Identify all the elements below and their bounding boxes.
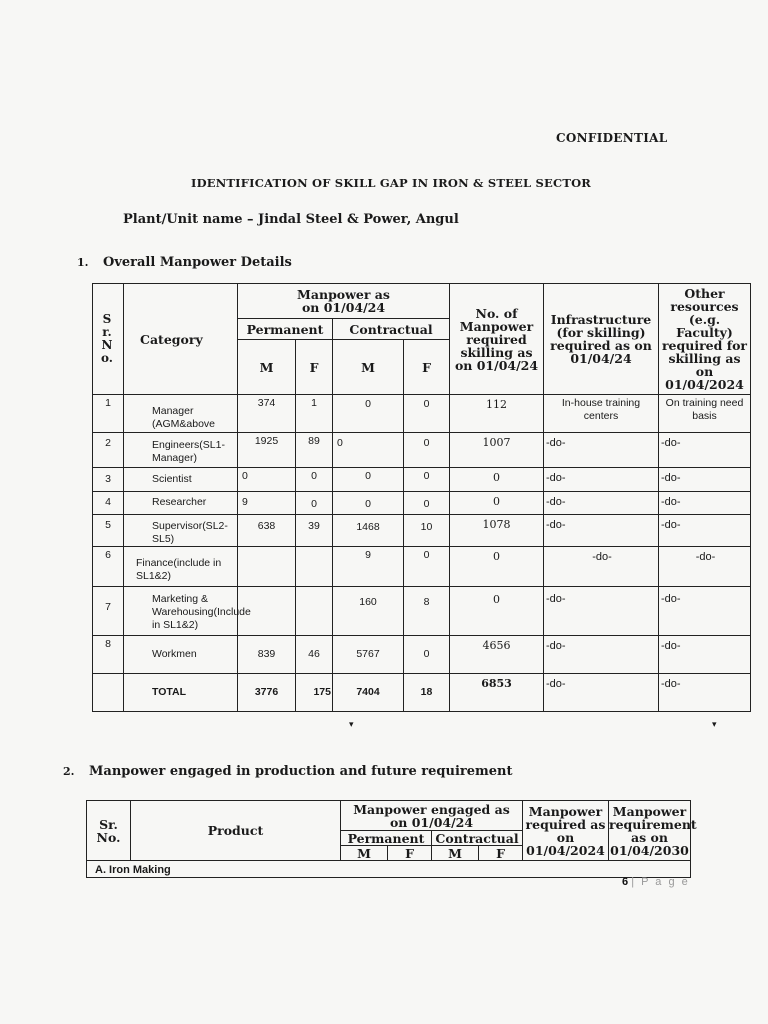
total-cont-f: 18 [404, 674, 450, 712]
row-perm-m [238, 547, 296, 587]
header-perm-f: F [296, 340, 333, 395]
row-cont-m: 0 [333, 468, 404, 492]
section-1-number: 1. [77, 256, 89, 269]
row-infra: -do- [544, 433, 659, 468]
header-sr-no: Sr. No. [87, 801, 131, 861]
row-perm-f: 89 [296, 433, 333, 468]
row-other: -do- [659, 515, 751, 547]
row-other: On training need basis [659, 395, 751, 433]
row-infra: -do- [544, 468, 659, 492]
section-1-title: Overall Manpower Details [103, 255, 292, 270]
scan-mark: ▾ [349, 720, 354, 730]
header-other-resources: Other resources (e.g. Faculty) required for skilling as on 01/04/2024 [659, 284, 751, 395]
header-cont-f-2: F [479, 846, 523, 861]
row-required: 1078 [450, 515, 544, 547]
row-sr: 3 [93, 468, 124, 492]
row-sr: 5 [93, 515, 124, 547]
row-cont-f: 8 [404, 587, 450, 636]
total-sr [93, 674, 124, 712]
row-required: 0 [450, 547, 544, 587]
total-required: 6853 [450, 674, 544, 712]
page-footer [622, 876, 690, 888]
header-permanent-2: Permanent [341, 831, 432, 846]
row-cont-f: 0 [404, 433, 450, 468]
row-perm-f: 1 [296, 395, 333, 433]
row-required: 4656 [450, 636, 544, 674]
section-2-number: 2. [63, 765, 75, 778]
row-required: 1007 [450, 433, 544, 468]
row-infra: -do- [544, 492, 659, 515]
header-infrastructure: Infrastructure (for skilling) required as on 01/04/24 [544, 284, 659, 395]
header-required: No. of Manpower required skilling as on 01/04/24 [450, 284, 544, 395]
header-req-2024: Manpower required as on 01/04/2024 [523, 801, 609, 861]
header-perm-f-2: F [388, 846, 432, 861]
row-category: Scientist [124, 468, 238, 492]
confidential-label: CONFIDENTIAL [556, 131, 668, 145]
header-engaged: Manpower engaged as on 01/04/24 [341, 801, 523, 831]
row-perm-f: 0 [296, 468, 333, 492]
row-sr: 2 [93, 433, 124, 468]
row-required: 0 [450, 468, 544, 492]
production-manpower-table [86, 800, 697, 878]
table-row [93, 395, 751, 433]
row-perm-f: 39 [296, 515, 333, 547]
row-other: -do- [659, 547, 751, 587]
table-row [93, 433, 751, 468]
section-2-heading [63, 764, 513, 779]
header-perm-m: M [238, 340, 296, 395]
table-row [93, 587, 751, 636]
row-perm-f: 0 [296, 492, 333, 515]
table-row [93, 636, 751, 674]
row-other: -do- [659, 636, 751, 674]
row-other: -do- [659, 468, 751, 492]
row-infra: -do- [544, 515, 659, 547]
header-product: Product [131, 801, 341, 861]
row-other: -do- [659, 587, 751, 636]
row-sr: 6 [93, 547, 124, 587]
row-perm-m: 374 [238, 395, 296, 433]
row-cont-m: 1468 [333, 515, 404, 547]
row-category: Engineers(SL1-Manager) [124, 433, 238, 468]
overall-manpower-table [92, 283, 751, 712]
table-row [93, 468, 751, 492]
row-sr: 4 [93, 492, 124, 515]
row-cont-m: 0 [333, 395, 404, 433]
row-infra: -do- [544, 636, 659, 674]
scan-mark: ▾ [712, 720, 717, 730]
row-cont-f: 0 [404, 468, 450, 492]
row-other: -do- [659, 492, 751, 515]
total-infra: -do- [544, 674, 659, 712]
row-perm-f [296, 547, 333, 587]
row-category: Researcher [124, 492, 238, 515]
header-perm-m-2: M [341, 846, 388, 861]
section-1-heading [77, 255, 292, 270]
page-label: | P a g e [631, 876, 690, 888]
row-required: 0 [450, 492, 544, 515]
row-cont-f: 10 [404, 515, 450, 547]
row-perm-m: 9 [238, 492, 296, 515]
row-cont-f: 0 [404, 636, 450, 674]
header-cont-f: F [404, 340, 450, 395]
table-row [93, 515, 751, 547]
row-sr: 7 [93, 587, 124, 636]
plant-name: Plant/Unit name – Jindal Steel & Power, Angul [123, 212, 459, 227]
document-title: IDENTIFICATION OF SKILL GAP IN IRON & STEEL SECTOR [191, 176, 592, 190]
row-cont-m: 5767 [333, 636, 404, 674]
total-cont-m: 7404 [333, 674, 404, 712]
row-cont-f: 0 [404, 395, 450, 433]
row-cont-f: 0 [404, 492, 450, 515]
header-cont-m: M [333, 340, 404, 395]
row-perm-f: 46 [296, 636, 333, 674]
row-perm-m: 0 [238, 468, 296, 492]
iron-making-row: A. Iron Making [87, 861, 691, 878]
table-row [93, 547, 751, 587]
row-sr: 1 [93, 395, 124, 433]
header-sr: Sr. N o. [93, 284, 124, 395]
table-row [87, 861, 691, 878]
page-number: 6 [622, 876, 629, 888]
total-perm-f: 175 [296, 674, 333, 712]
row-category: Workmen [124, 636, 238, 674]
row-infra: -do- [544, 587, 659, 636]
row-infra: In-house training centers [544, 395, 659, 433]
row-cont-m: 0 [333, 433, 404, 468]
header-manpower: Manpower as on 01/04/24 [238, 284, 450, 319]
header-contractual-2: Contractual [432, 831, 523, 846]
section-2-title: Manpower engaged in production and future requirement [89, 764, 513, 779]
row-category: Manager (AGM&above [124, 395, 238, 433]
row-perm-m: 638 [238, 515, 296, 547]
row-cont-m: 9 [333, 547, 404, 587]
header-permanent: Permanent [238, 319, 333, 340]
total-other: -do- [659, 674, 751, 712]
row-perm-f [296, 587, 333, 636]
row-required: 0 [450, 587, 544, 636]
header-contractual: Contractual [333, 319, 450, 340]
row-category: Marketing & Warehousing(Include in SL1&2) [124, 587, 238, 636]
total-row [93, 674, 751, 712]
header-cont-m-2: M [432, 846, 479, 861]
row-category: Finance(include in SL1&2) [124, 547, 238, 587]
row-cont-f: 0 [404, 547, 450, 587]
row-infra: -do- [544, 547, 659, 587]
row-category: Supervisor(SL2-SL5) [124, 515, 238, 547]
row-perm-m: 1925 [238, 433, 296, 468]
total-label: TOTAL [124, 674, 238, 712]
row-cont-m: 0 [333, 492, 404, 515]
row-cont-m: 160 [333, 587, 404, 636]
header-req-2030: Manpower requirement as on 01/04/2030 [609, 801, 691, 861]
row-other: -do- [659, 433, 751, 468]
row-required: 112 [450, 395, 544, 433]
total-perm-m: 3776 [238, 674, 296, 712]
table-row [93, 492, 751, 515]
row-perm-m: 839 [238, 636, 296, 674]
header-category: Category [124, 284, 238, 395]
row-sr: 8 [93, 636, 124, 674]
